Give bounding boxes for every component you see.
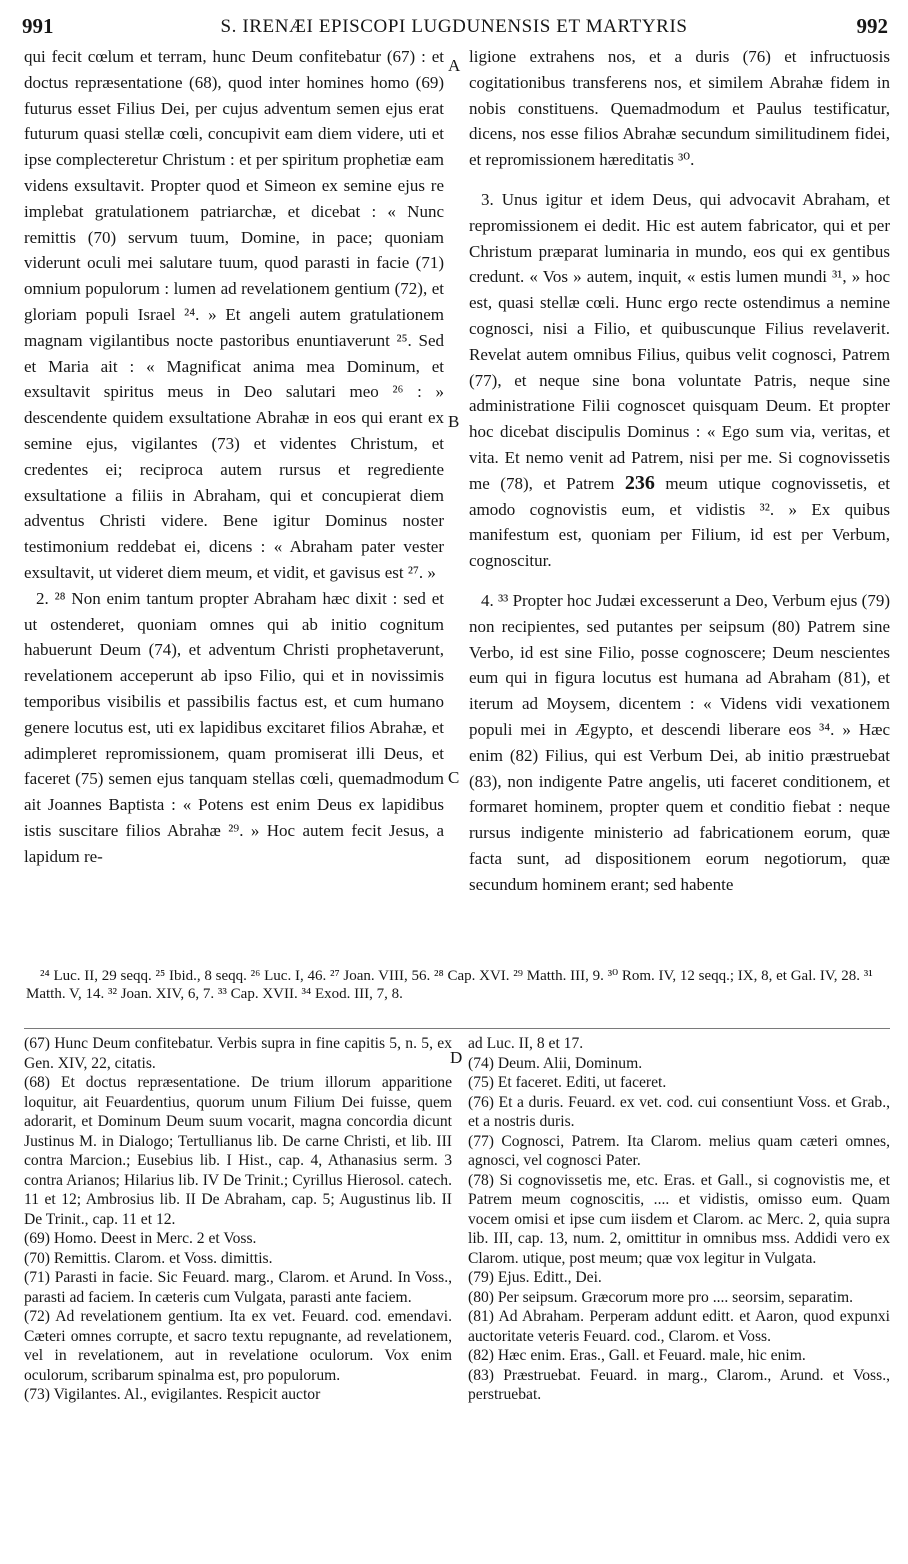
notes-right-column: [468, 1034, 890, 1405]
page-number-left: 991: [22, 14, 54, 38]
margin-letter-c: C: [448, 768, 460, 787]
page-header: [18, 14, 890, 44]
note: (81) Ad Abraham. Perperam addunt editt. et Aaron, quod expunxi auctoritate veteris Feuard. cod., Clarom. et Voss.: [468, 1308, 890, 1345]
notes-left-column: [24, 1034, 452, 1405]
note: ad Luc. II, 8 et 17.: [468, 1035, 584, 1052]
paragraph: [469, 187, 890, 574]
note: (79) Ejus. Editt., Dei.: [468, 1269, 602, 1286]
scripture-footnotes: [26, 968, 888, 1003]
margin-letter-a: A: [448, 56, 461, 75]
spacer: [469, 173, 890, 187]
paragraph: ligione extrahens nos, et a duris (76) et infructuosis cogitationibus transferens nos, et similem Abrahæ fidem in nobis constituens. Quemadmodum et Paulus testificatur, dicens, nos esse filios Abrahæ secundum similitudinem fidei, et repromissionem hæreditatis ³⁰.: [469, 47, 890, 170]
footnote-line: ²⁴ Luc. II, 29 seqq. ²⁵ Ibid., 8 seqq. ²⁶ Luc. I, 46. ²⁷ Joan. VIII, 56. ²⁸ Cap. XVI. ²⁹ Matth. III, 9. ³⁰ Rom. IV, 12 seqq.; IX, 8, et Gal. IV, 28. ³¹ Matth. V, 14. ³² Joan. XIV, 6, 7. ³³ Cap. XVII. ³⁴ Exod. III, 7, 8.: [26, 968, 873, 1002]
note: (74) Deum. Alii, Dominum.: [468, 1054, 643, 1072]
main-text-left-column: [24, 44, 444, 870]
note: (67) Hunc Deum confitebatur. Verbis supra in fine capitis 5, n. 5, ex Gen. XIV, 22, citatis.: [24, 1035, 452, 1072]
note: (77) Cognosci, Patrem. Ita Clarom. melius quam cæteri omnes, agnosci, vel cognosci Pater.: [468, 1132, 890, 1169]
page-number-right: 992: [856, 14, 888, 38]
note: (68) Et doctus repræsentatione. De trium illorum apparitione loquitur, ait Feuardentius, quorum unum Filium Dei fuisse, quem adorarit, et Dominum Deum suum vocarit, magna concordia dicunt Justinus M. in Dialogo; Tertullianus lib. De carne Christi, et lib. III contra Marcion.; Eusebius lib. I Hist., cap. 4, Athanasius serm. 3 contra Arianos; Hilarius lib. IV De Trinit.; Cyrillus Hierosol. catech. 11 et 12; Ambrosius lib. II De Abraham, cap. 5; Augustinus lib. II De Trinit., cap. 11 et 12.: [24, 1074, 452, 1228]
margin-letter-b: B: [448, 412, 460, 431]
note: (73) Vigilantes. Al., evigilantes. Respicit auctor: [24, 1386, 321, 1403]
note: (76) Et a duris. Feuard. ex vet. cod. cui consentiunt Voss. et Grab., et a nostris duris.: [468, 1093, 890, 1130]
paragraph: 4. ³³ Propter hoc Judæi excesserunt a Deo, Verbum ejus (79) non recipientes, sed putantes per seipsum (80) Patrem sine Verbo, id est sine Filio, posse cognoscere; Deum nescientes eum qui in figura locutus est humana ad Abraham (81), et iterum ad Moysem, dicentem : « Videns vidi vexationem populi mei in Ægypto, et descendi liberare eos ³⁴. » Hæc enim (82) Filius, qui est Verbum Dei, ab initio præstruebat (83), non indigente Patre angelis, uti faceret conditionem, et formaret hominem, propter quem et conditio fiebat : neque rursus indigente ministerio ad fabricationem eorum, quæ facta sunt, ad dispositionem eorum negotiorum, quæ secundum hominem erant; sed habente: [469, 590, 890, 894]
note: (78) Si cognovissetis me, etc. Eras. et Gall., si cognovistis me, et Patrem meum cognoscitis, .... et vidistis, omisso eum. Quam vocem omisi et ipse cum iisdem et Clarom. ac Merc. 2, quia supra lib. III, cap. 13, num. 2, omittitur in omnibus mss. Addidi vero ex Clarom. utique, post meum; quæ vox legitur in Vulgata.: [468, 1171, 890, 1267]
note: (71) Parasti in facie. Sic Feuard. marg., Clarom. et Arund. In Voss., parasti ad faciem. In cæteris cum Vulgata, parasti ante faciem.: [24, 1269, 452, 1306]
spacer: [469, 574, 890, 588]
divider: [24, 1028, 890, 1029]
note: (83) Præstruebat. Feuard. in marg., Clarom., Arund. et Voss., perstruebat.: [468, 1366, 890, 1403]
marginal-page-number: 236: [624, 471, 655, 494]
paragraph-text: 3. Unus igitur et idem Deus, qui advocavit Abraham, et repromissionem ei dedit. Hic est autem fabricator, qui et per Christum præparat luminaria in mundo, eos qui ex gentibus credunt. « Vos » autem, inquit, « estis lumen mundi ³¹, » hoc est, quasi stellæ cœli. Hunc ergo recte ostendimus a nemine cognosci, nisi a Filio, et quibuscunque Filius revelaverit. Revelat autem omnibus Filius, quibus velit cognosci, Patrem (77), et neque sine bona voluntate Patris, neque sine administratione Filii cognoscet quisquam Deum. Et propter hoc dicebat discipulis Dominus : « Ego sum via, veritas, et vita. Et nemo venit ad Patrem, nisi per me. Si cognovissetis me (78), et Patrem: [469, 189, 890, 493]
paragraph: 2. ²⁸ Non enim tantum propter Abraham hæc dixit : sed et ut ostenderet, quoniam omnes qui ab initio cognitum habuerunt Deum (74), et adventum Christi prophetaverunt, revelationem acceperunt ab ipso Filio, qui et in novissimis temporibus visibilis et passibilis factus est, et cum humano genere locutus est, uti ex lapidibus excitaret filios Abrahæ, et adimpleret repromissionem, quam promiserat illi Deus, et faceret (75) semen ejus tanquam stellas cœli, quemadmodum ait Joannes Baptista : « Potens est enim Deus ex lapidibus istis suscitare filios Abrahæ ²⁹. » Hoc autem fecit Jesus, a lapidum re-: [24, 588, 444, 866]
note: (82) Hæc enim. Eras., Gall. et Feuard. male, hic enim.: [468, 1347, 806, 1364]
note: (69) Homo. Deest in Merc. 2 et Voss.: [24, 1230, 257, 1247]
note: (75) Et faceret. Editi, ut faceret.: [468, 1074, 667, 1091]
running-title: S. IRENÆI EPISCOPI LUGDUNENSIS ET MARTYRIS: [220, 16, 688, 37]
paragraph-text: meum utique cognovissetis, et amodo cognovistis eum, et vidistis ³². » Ex quibus manifestum est, quoniam per Filium, id est per Verbum, cognoscitur.: [469, 473, 890, 571]
margin-letter-d: D: [450, 1048, 463, 1067]
main-text-right-column: [469, 44, 890, 898]
note: (70) Remittis. Clarom. et Voss. dimittis.: [24, 1249, 273, 1267]
note: (80) Per seipsum. Græcorum more pro .... seorsim, separatim.: [468, 1288, 854, 1306]
note: (72) Ad revelationem gentium. Ita ex vet. Feuard. cod. emendavi. Cæteri omnes corrupte, et sacro textu repugnante, ad revelationem, vel in revelationem, aut in revelatione oculorum. Vox enim oculorum, scribarum spinalma est, pro populorum.: [24, 1308, 452, 1384]
paragraph: qui fecit cœlum et terram, hunc Deum confitebatur (67) : et doctus repræsentatione (68), quod inter homines homo (69) futurus esset Filius Dei, per cujus adventum semen ejus erat futurum quasi stellæ cœli, concupivit eam diem videre, uti et ipse complecteretur Christum : et per spiritum prophetiæ eam videns exsultavit. Propter quod et Simeon ex semine ejus re implebat gratulationem patriarchæ, et dicebat : « Nunc remittis (70) servum tuum, Domine, in pace; quoniam viderunt oculi mei salutare tuum, quod parasti in facie (71) omnium populorum : lumen ad revelationem gentium (72), et gloriam populi Israel ²⁴. » Et angeli autem gratulationem magnam vigilantibus nocte pastoribus enuntiaverunt ²⁵. Sed et Maria ait : « Magnificat anima mea Dominum, et exsultavit spiritus meus in Deo salutari meo ²⁶ : » descendente quidem exsultatione Abrahæ in eos qui erant ex semine ejus, vigilantes (73) et videntes Christum, et credentes ei; reciproca autem rursus et regrediente exsultatione a filiis in Abraham, qui et concupierat diem adventus Christi videre. Bene igitur Dominus noster testimonium reddebat ei, dicens : « Abraham pater vester exsultavit, ut videret diem meum, et vidit, et gavisus est ²⁷. »: [24, 47, 444, 582]
